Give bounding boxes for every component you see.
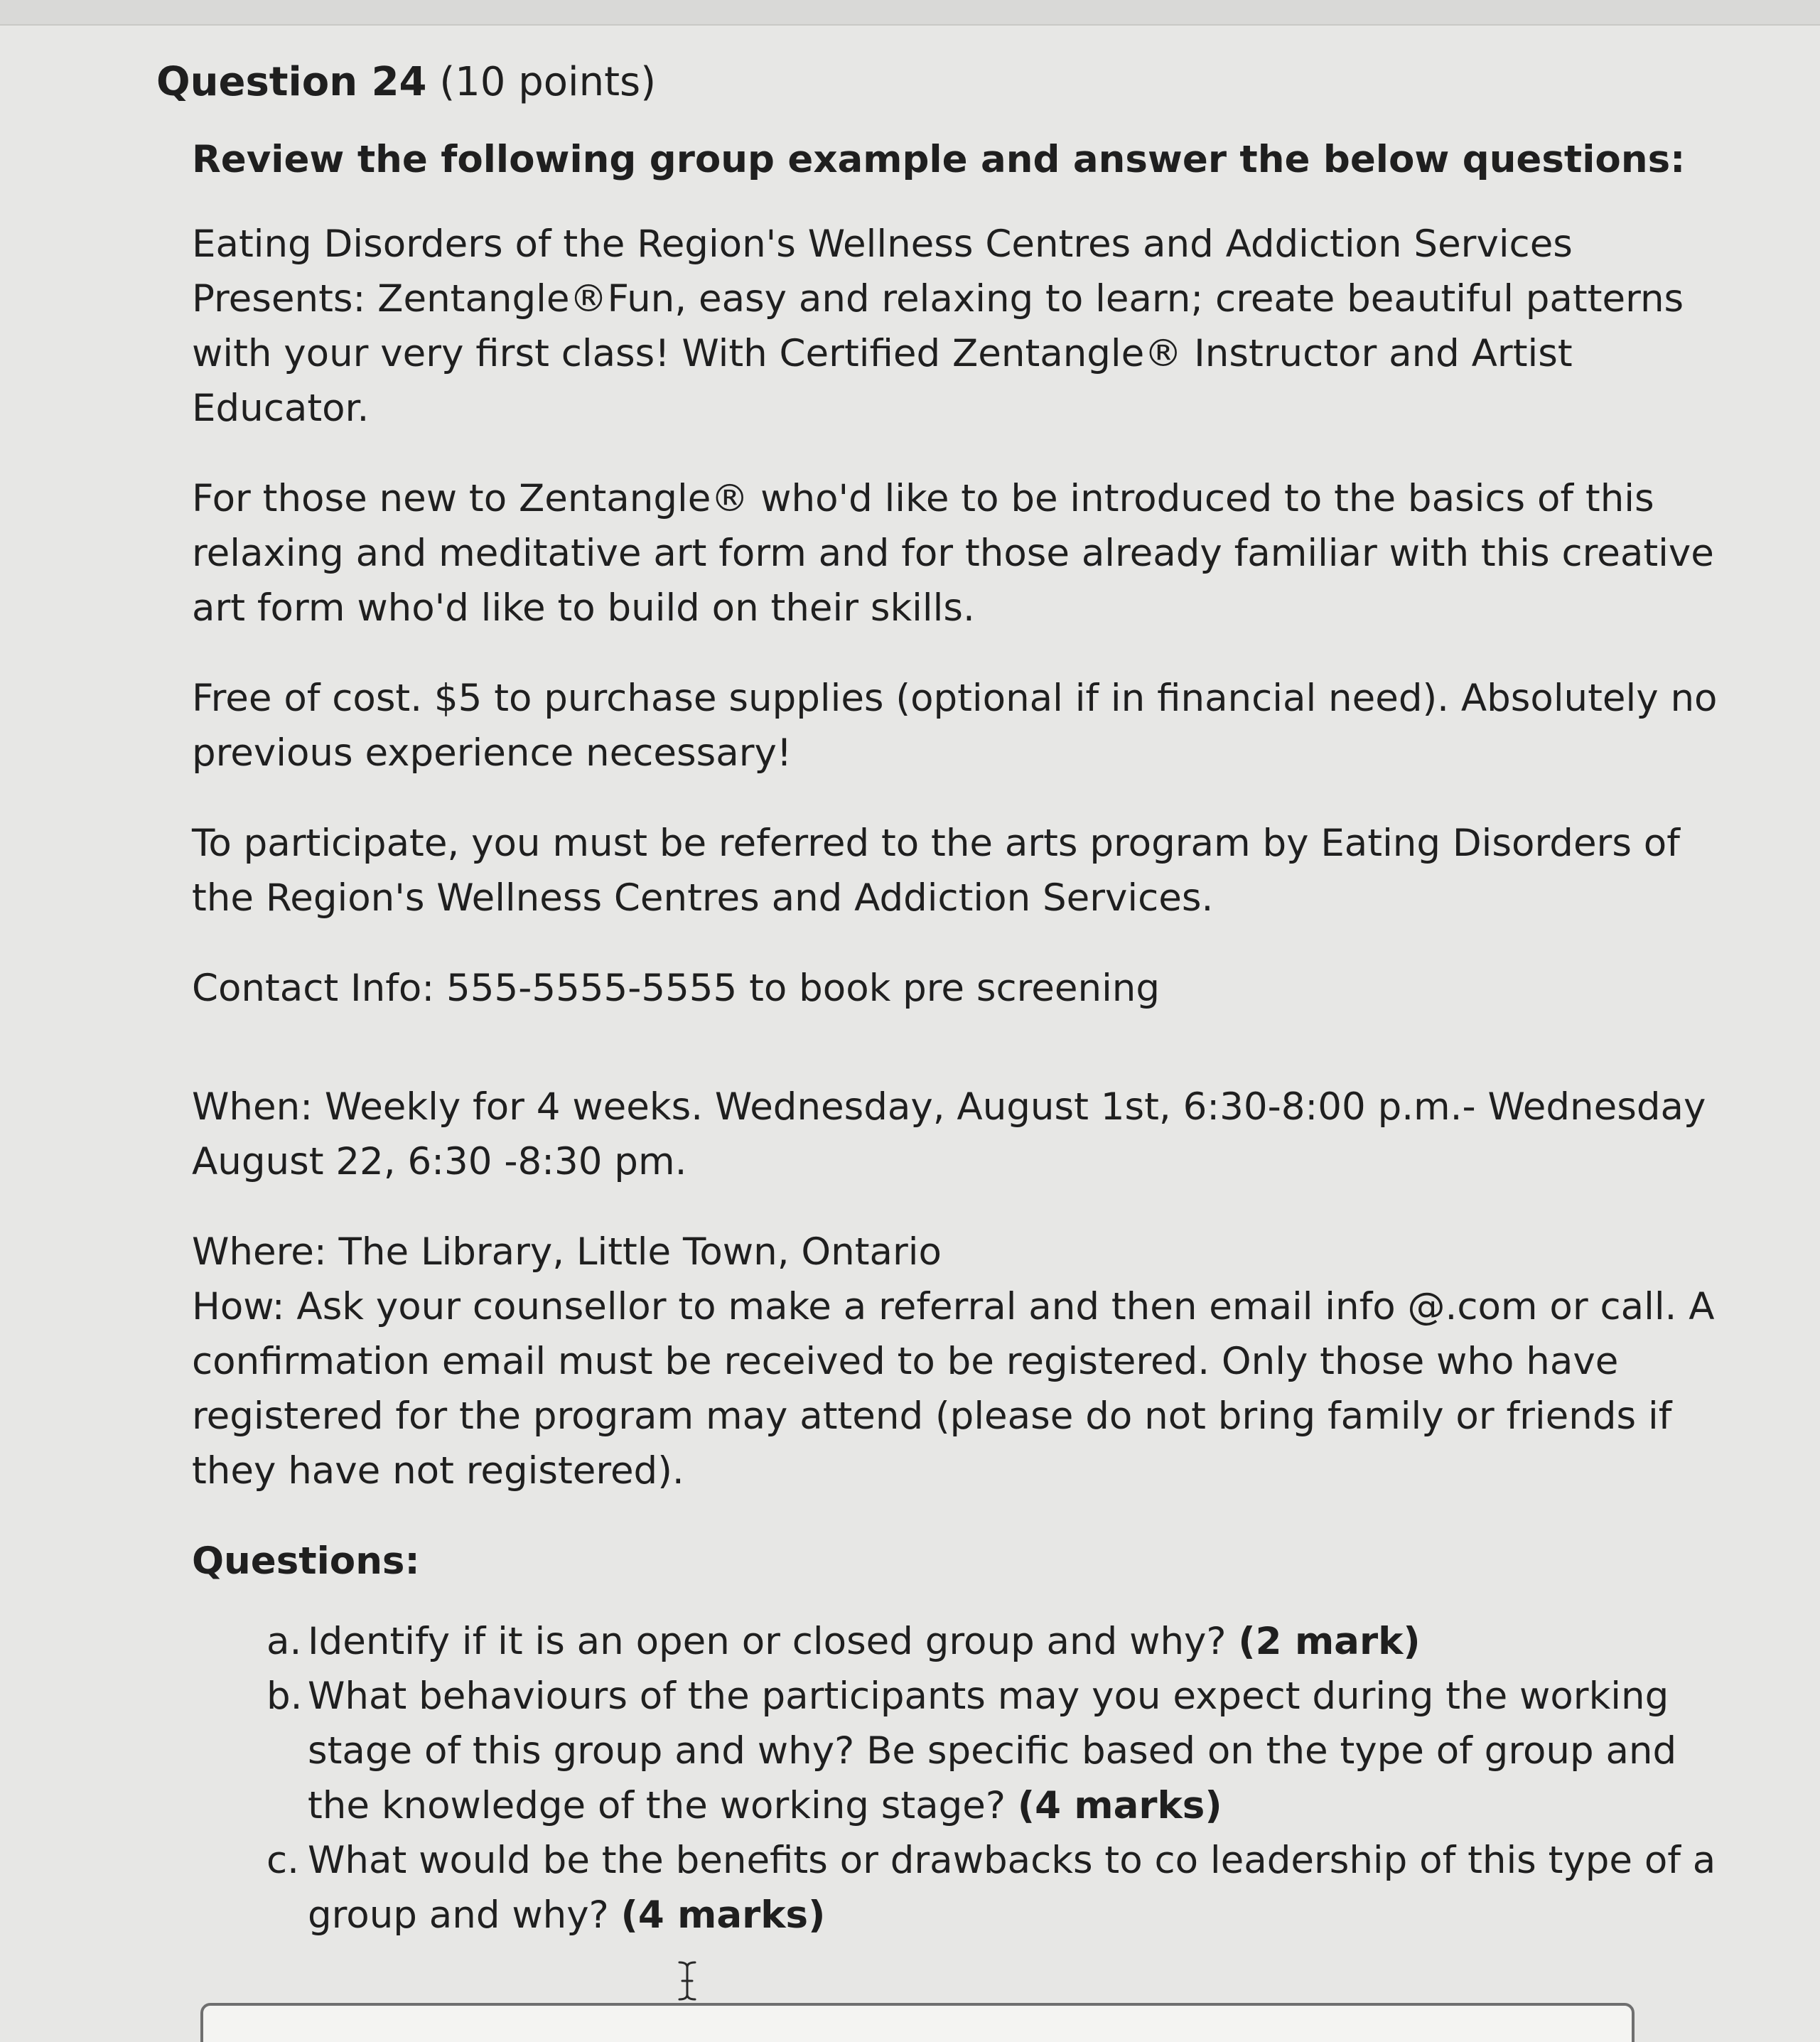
paragraph-how: How: Ask your counsellor to make a referral and then email info @.com or call. A confirmation email must be received to be registered. Only those who have registered for the program may attend (please do not bring family or friends if they have not registered). xyxy=(192,1285,1715,1493)
list-item-text: Identify if it is an open or closed group and why? xyxy=(308,1620,1239,1663)
paragraph-where: Where: The Library, Little Town, Ontario xyxy=(192,1230,942,1274)
paragraph-cost: Free of cost. $5 to purchase supplies (optional if in financial need). Absolutely no previous experience necessary! xyxy=(192,677,1718,775)
paragraph-audience: For those new to Zentangle® who'd like to be introduced to the basics of this relaxing and meditative art form and for those already familiar with this creative art form who'd like to build on their skills. xyxy=(192,477,1714,630)
question-points: (10 points) xyxy=(439,59,657,105)
list-item xyxy=(266,1669,1720,1833)
question-list xyxy=(192,1614,1720,1942)
list-item-marks: (4 marks) xyxy=(620,1893,826,1937)
answer-textarea[interactable] xyxy=(200,2003,1635,2042)
list-item-marks: (4 marks) xyxy=(1017,1784,1222,1827)
list-marker: a. xyxy=(266,1620,302,1663)
text-cursor-icon xyxy=(677,1960,698,2001)
list-marker: c. xyxy=(266,1839,299,1882)
question-header xyxy=(156,54,656,111)
paragraph-referral: To participate, you must be referred to the arts program by Eating Disorders of the Region's Wellness Centres and Addiction Services. xyxy=(192,822,1680,920)
question-card xyxy=(149,43,1734,2042)
question-title: Question 24 xyxy=(156,59,427,105)
list-item-text: What behaviours of the participants may you expect during the working stage of this group and why? Be specific based on the type of group and the knowledge of the working stage? xyxy=(308,1675,1677,1827)
question-lead: Review the following group example and answer the below questions: xyxy=(192,138,1686,181)
questions-heading: Questions: xyxy=(192,1539,420,1583)
list-item-marks: (2 mark) xyxy=(1238,1620,1421,1663)
list-item-text: What would be the benefits or drawbacks to co leadership of this type of a group and why? xyxy=(308,1839,1716,1937)
list-marker: b. xyxy=(266,1675,303,1718)
list-item xyxy=(266,1614,1720,1669)
spacer xyxy=(192,1016,1720,1080)
list-item xyxy=(266,1833,1720,1942)
browser-top-edge xyxy=(0,0,1820,26)
question-body xyxy=(192,132,1720,1942)
paragraph-contact: Contact Info: 555-5555-5555 to book pre screening xyxy=(192,967,1161,1010)
paragraph-presents: Eating Disorders of the Region's Wellness Centres and Addiction Services Presents: Zentangle®Fun, easy and relaxing to learn; create beautiful patterns with your very first class! With Certified Zentangle® Instructor and Artist Educator. xyxy=(192,222,1684,430)
paragraph-when: When: Weekly for 4 weeks. Wednesday, August 1st, 6:30-8:00 p.m.- Wednesday August 22, 6:30 -8:30 pm. xyxy=(192,1085,1706,1183)
